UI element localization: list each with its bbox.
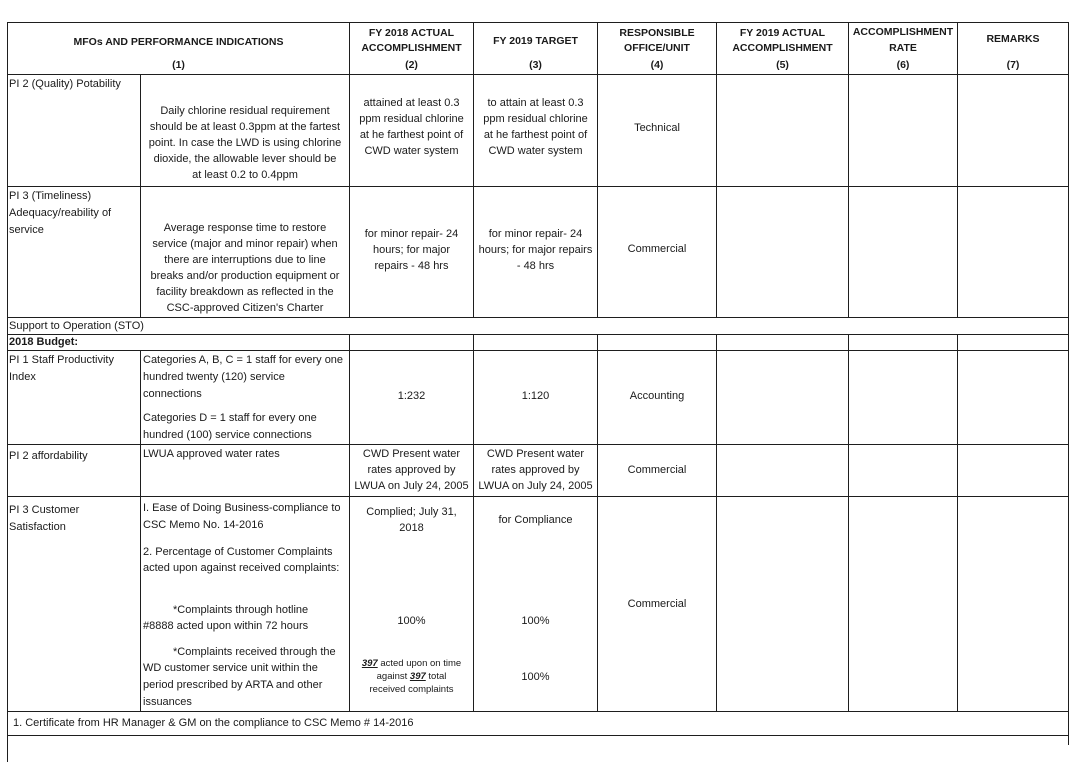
- complaints-received-line: received complaints: [369, 684, 454, 695]
- measure-line: CSC Memo No. 14-2016: [143, 519, 264, 531]
- pi2-afford-office: Commercial: [627, 464, 687, 476]
- cell-line: 100%: [397, 615, 426, 627]
- measure-line: *Complaints received through the: [173, 646, 336, 658]
- cell-line: ppm residual chlorine: [359, 113, 464, 125]
- complaints-total-line: [350, 671, 473, 684]
- measure-line: point. In case the LWD is using chlorine: [148, 137, 342, 149]
- cell-line: LWUA on July 24, 2005: [354, 480, 469, 492]
- measure-line: dioxide, the allowable lever should be: [153, 153, 337, 165]
- complaints-count: 397: [409, 671, 426, 682]
- measure-line: 2. Percentage of Customer Complaints: [143, 546, 333, 558]
- pi2-afford-measure: LWUA approved water rates: [143, 448, 280, 460]
- cell-line: 100%: [521, 615, 550, 627]
- cell-line: attained at least 0.3: [363, 97, 460, 109]
- measure-line: service (major and minor repair) when: [152, 238, 338, 250]
- cell-line: - 48 hrs: [516, 260, 555, 272]
- sto-section-label: Support to Operation (STO): [9, 320, 144, 332]
- cell-line: CWD water system: [488, 145, 583, 157]
- cell-line: for minor repair- 24: [364, 228, 459, 240]
- header-col2-title-line1: FY 2018 ACTUAL: [368, 27, 455, 39]
- table-rule: [1068, 22, 1069, 745]
- cell-line: CWD Present water: [486, 448, 585, 460]
- cell-line: for Compliance: [498, 514, 573, 526]
- indicator-line: Adequacy/reability of: [9, 207, 112, 219]
- measure-line: CSC-approved Citizen's Charter: [166, 302, 324, 314]
- pi1-staff-office: Accounting: [629, 390, 685, 402]
- measure-line: hundred twenty (120) service: [143, 371, 285, 383]
- measure-line: Average response time to restore: [163, 222, 327, 234]
- measure-line: at least 0.2 to 0.4ppm: [192, 169, 298, 181]
- cell-line: 2018: [399, 522, 424, 534]
- pi3-customer-office: Commercial: [627, 598, 687, 610]
- measure-line: breaks and/or production equipment or: [150, 270, 340, 282]
- measure-line: connections: [143, 388, 202, 400]
- complaints-text: against: [376, 671, 410, 682]
- header-col3-num: (3): [529, 59, 542, 71]
- table-rule: [7, 74, 1069, 75]
- table-rule: [7, 711, 1069, 712]
- header-col4-title-line1: RESPONSIBLE: [619, 27, 695, 39]
- header-col2-title-line2: ACCOMPLISHMENT: [361, 42, 462, 54]
- measure-line: period prescribed by ARTA and other: [143, 679, 323, 691]
- table-rule: [957, 334, 958, 711]
- header-col7-title: REMARKS: [986, 33, 1040, 45]
- footnote: 1. Certificate from HR Manager & GM on the compliance to CSC Memo # 14-2016: [13, 717, 414, 729]
- cell-line: rates approved by: [491, 464, 580, 476]
- header-col1-num: (1): [172, 59, 185, 71]
- cell-line: hours; for major: [372, 244, 451, 256]
- pi1-staff-target-2019: 1:120: [521, 390, 550, 402]
- table-rule: [716, 334, 717, 711]
- table-rule: [7, 334, 1069, 335]
- header-col4-title-line2: OFFICE/UNIT: [624, 42, 690, 54]
- measure-line: Daily chlorine residual requirement: [160, 105, 330, 117]
- header-col3-title: FY 2019 TARGET: [493, 35, 578, 47]
- table-rule: [7, 317, 1069, 318]
- cell-line: Complied; July 31,: [366, 506, 457, 518]
- cell-line: repairs - 48 hrs: [374, 260, 449, 272]
- cell-line: CWD water system: [364, 145, 459, 157]
- cell-line: ppm residual chlorine: [483, 113, 588, 125]
- cell-line: to attain at least 0.3: [487, 97, 584, 109]
- indicator-line: Satisfaction: [9, 521, 66, 533]
- indicator-line: PI 3 Customer: [9, 504, 80, 516]
- table-rule: [7, 22, 1069, 23]
- table-rule: [7, 186, 1069, 187]
- table-rule: [7, 350, 1069, 351]
- header-col5-title-line1: FY 2019 ACTUAL: [739, 27, 826, 39]
- header-col6-title-line1: ACCOMPLISHMENT: [852, 26, 954, 38]
- header-col2-num: (2): [405, 59, 418, 71]
- budget-section-label: 2018 Budget:: [9, 336, 79, 348]
- table-rule: [7, 22, 8, 762]
- table-rule: [7, 735, 1069, 736]
- table-rule: [7, 496, 1069, 497]
- measure-line: #8888 acted upon within 72 hours: [143, 620, 309, 632]
- table-rule: [7, 444, 1069, 445]
- complaints-text: total: [425, 671, 447, 682]
- pi2-afford-indicator: PI 2 affordability: [9, 450, 88, 462]
- pi1-staff-actual-2018: 1:232: [397, 390, 426, 402]
- cell-line: 100%: [521, 671, 550, 683]
- table-rule: [848, 334, 849, 711]
- indicator-line: PI 3 (Timeliness): [9, 190, 92, 202]
- header-col4-num: (4): [650, 59, 664, 71]
- header-col1-title: MFOs AND PERFORMANCE INDICATIONS: [73, 36, 284, 48]
- header-col6-title-line2: RATE: [889, 42, 917, 54]
- measure-line: Categories A, B, C = 1 staff for every one: [143, 354, 344, 366]
- measure-line: facility breakdown as reflected in the: [156, 286, 334, 298]
- measure-line: Categories D = 1 staff for every one: [143, 412, 317, 424]
- cell-line: hours; for major repairs: [478, 244, 593, 256]
- measure-line: hundred (100) service connections: [143, 429, 312, 441]
- header-col7-num: (7): [1006, 59, 1020, 71]
- complaints-count: 397: [361, 658, 378, 669]
- measure-line: WD customer service unit within the: [143, 662, 318, 674]
- measure-line: acted upon against received complaints:: [143, 562, 340, 574]
- cell-line: CWD Present water: [362, 448, 461, 460]
- complaints-text: acted upon on time: [377, 658, 462, 669]
- measure-line: issuances: [143, 696, 192, 708]
- indicator-line: Index: [9, 371, 36, 383]
- measure-line: should be at least 0.3ppm at the fartest: [149, 121, 341, 133]
- pi3-timeliness-office: Commercial: [627, 243, 687, 255]
- pi2-quality-indicator: PI 2 (Quality) Potability: [9, 78, 121, 90]
- indicator-line: service: [9, 224, 44, 236]
- complaints-acted-line: [350, 658, 473, 671]
- table-rule: [140, 350, 141, 711]
- cell-line: at he farthest point of: [483, 129, 588, 141]
- header-col5-num: (5): [776, 59, 789, 71]
- cell-line: rates approved by: [367, 464, 456, 476]
- header-col6-num: (6): [896, 59, 910, 71]
- header-col5-title-line2: ACCOMPLISHMENT: [732, 42, 833, 54]
- measure-line: there are interruptions due to line: [164, 254, 326, 266]
- cell-line: LWUA on July 24, 2005: [478, 480, 593, 492]
- pi2-quality-office: Technical: [634, 122, 680, 134]
- cell-line: at he farthest point of: [359, 129, 464, 141]
- measure-line: I. Ease of Doing Business-compliance to: [143, 502, 341, 514]
- indicator-line: PI 1 Staff Productivity: [9, 354, 114, 366]
- cell-line: for minor repair- 24: [488, 228, 583, 240]
- measure-line: *Complaints through hotline: [173, 604, 309, 616]
